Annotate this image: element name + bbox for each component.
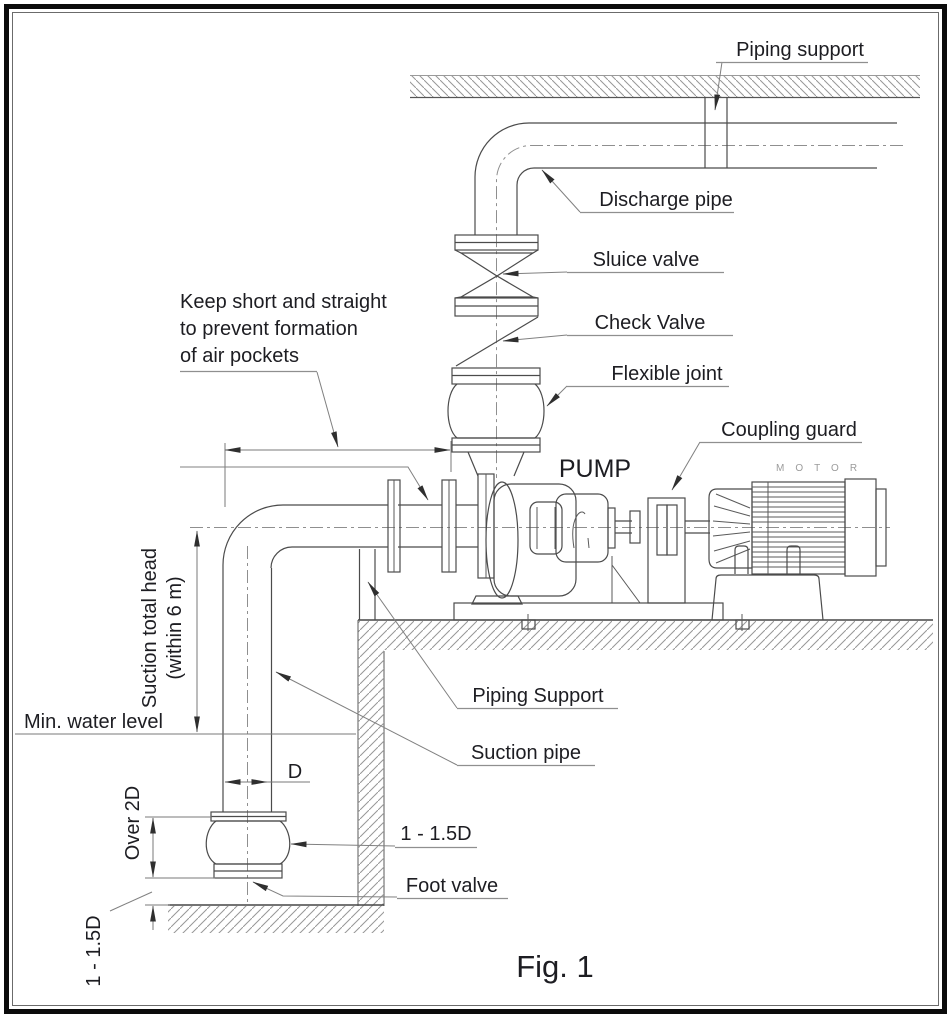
coupling-guard-box — [648, 498, 710, 603]
label-flexible-joint: Flexible joint — [611, 363, 723, 385]
sluice-valve-symbol — [455, 235, 538, 316]
discharge-pipe — [475, 123, 897, 235]
dim-over-2d: Over 2D — [122, 785, 144, 861]
dim-side-clearance: 1 - 1.5D — [400, 823, 472, 845]
dim-suction-total-head-line2: (within 6 m) — [164, 576, 186, 680]
motor-body — [709, 479, 886, 620]
note-line-3: of air pockets — [180, 345, 299, 367]
label-suction-pipe: Suction pipe — [470, 742, 582, 764]
note-line-2: to prevent formation — [180, 318, 358, 340]
dim-suction-total-head-line1: Suction total head — [139, 547, 161, 709]
centerlines — [190, 145, 903, 905]
label-pump: PUMP — [558, 455, 632, 483]
label-underlines — [180, 63, 868, 899]
note-line-1: Keep short and straight — [180, 291, 387, 313]
label-coupling-guard: Coupling guard — [721, 419, 857, 441]
label-check-valve: Check Valve — [594, 312, 706, 334]
label-motor: MOTOR — [776, 463, 869, 474]
pump-body — [472, 474, 640, 604]
page-frame — [7, 7, 945, 1012]
floor-and-sump — [168, 620, 933, 933]
figure-caption: Fig. 1 — [516, 949, 594, 984]
dim-bottom-clearance: 1 - 1.5D — [83, 915, 105, 987]
dimension-lines — [15, 441, 451, 930]
label-discharge-pipe: Discharge pipe — [599, 189, 733, 211]
label-foot-valve: Foot valve — [405, 875, 499, 897]
ceiling-structure — [410, 75, 920, 98]
pipe-hanger-support — [705, 97, 727, 168]
label-piping-support-mid: Piping Support — [472, 685, 604, 707]
dim-pipe-diameter: D — [287, 761, 303, 783]
label-sluice-valve: Sluice valve — [592, 249, 700, 271]
label-piping-support-top: Piping support — [736, 39, 864, 61]
label-min-water-level: Min. water level — [24, 711, 163, 733]
